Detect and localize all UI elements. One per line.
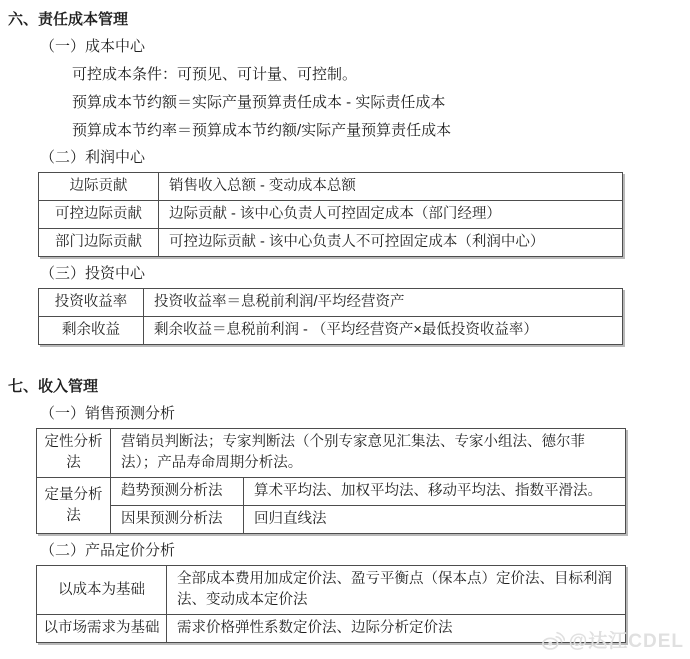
qualitative-value: 营销员判断法；专家判断法（个别专家意见汇集法、专家小组法、德尔菲法）；产品寿命周期分析法。: [111, 429, 626, 478]
sales-forecast-table: [36, 428, 626, 534]
row-label: 投资收益率: [39, 289, 144, 317]
section-7-heading: 七、收入管理: [8, 378, 99, 395]
table-row: [37, 615, 626, 643]
table-row: [39, 317, 623, 345]
table-row: [39, 173, 623, 201]
method-value: 回归直线法: [244, 506, 626, 534]
table-row: [37, 429, 626, 478]
row-label: 边际贡献: [39, 173, 159, 201]
budget-cost-saving-amount-formula: 预算成本节约额＝实际产量预算责任成本 - 实际责任成本: [72, 94, 446, 111]
product-pricing-table: [36, 565, 626, 643]
row-label: 以成本为基础: [37, 566, 167, 615]
row-value: 可控边际贡献 - 该中心负责人不可控固定成本（利润中心）: [159, 229, 623, 257]
row-value: 剩余收益＝息税前利润 - （平均经营资产×最低投资收益率）: [144, 317, 623, 345]
table-row: [37, 506, 626, 534]
subsection-cost-center: （一）成本中心: [40, 38, 146, 55]
subsection-profit-center: （二）利润中心: [40, 149, 146, 166]
subsection-investment-center: （三）投资中心: [40, 265, 146, 282]
investment-center-table: [38, 288, 623, 345]
profit-center-table: [38, 172, 623, 257]
watermark-text: @达江CDEL: [568, 631, 684, 652]
weibo-icon: [541, 629, 565, 651]
row-value: 边际贡献 - 该中心负责人可控固定成本（部门经理）: [159, 201, 623, 229]
watermark: [541, 626, 684, 653]
row-label: 可控边际贡献: [39, 201, 159, 229]
row-value: 全部成本费用加成定价法、盈亏平衡点（保本点）定价法、目标利润法、变动成本定价法: [167, 566, 626, 615]
table-row: [39, 229, 623, 257]
section-6-heading: 六、责任成本管理: [8, 11, 129, 28]
qualitative-label: 定性分析法: [37, 429, 111, 478]
quantitative-label: 定量分析法: [37, 478, 111, 534]
row-label: 以市场需求为基础: [37, 615, 167, 643]
method-cell: 因果预测分析法: [111, 506, 244, 534]
subsection-sales-forecast: （一）销售预测分析: [40, 405, 176, 422]
row-value: 投资收益率＝息税前利润/平均经营资产: [144, 289, 623, 317]
method-value: 算术平均法、加权平均法、移动平均法、指数平滑法。: [244, 478, 626, 506]
method-cell: 趋势预测分析法: [111, 478, 244, 506]
subsection-product-pricing: （二）产品定价分析: [40, 542, 176, 559]
table-row: [37, 478, 626, 506]
table-row: [39, 201, 623, 229]
row-label: 部门边际贡献: [39, 229, 159, 257]
row-value: 需求价格弹性系数定价法、边际分析定价法: [167, 615, 626, 643]
table-row: [39, 289, 623, 317]
row-label: 剩余收益: [39, 317, 144, 345]
table-row: [37, 566, 626, 615]
controllable-cost-conditions: 可控成本条件：可预见、可计量、可控制。: [72, 66, 358, 83]
budget-cost-saving-rate-formula: 预算成本节约率＝预算成本节约额/实际产量预算责任成本: [72, 122, 452, 139]
row-value: 销售收入总额 - 变动成本总额: [159, 173, 623, 201]
